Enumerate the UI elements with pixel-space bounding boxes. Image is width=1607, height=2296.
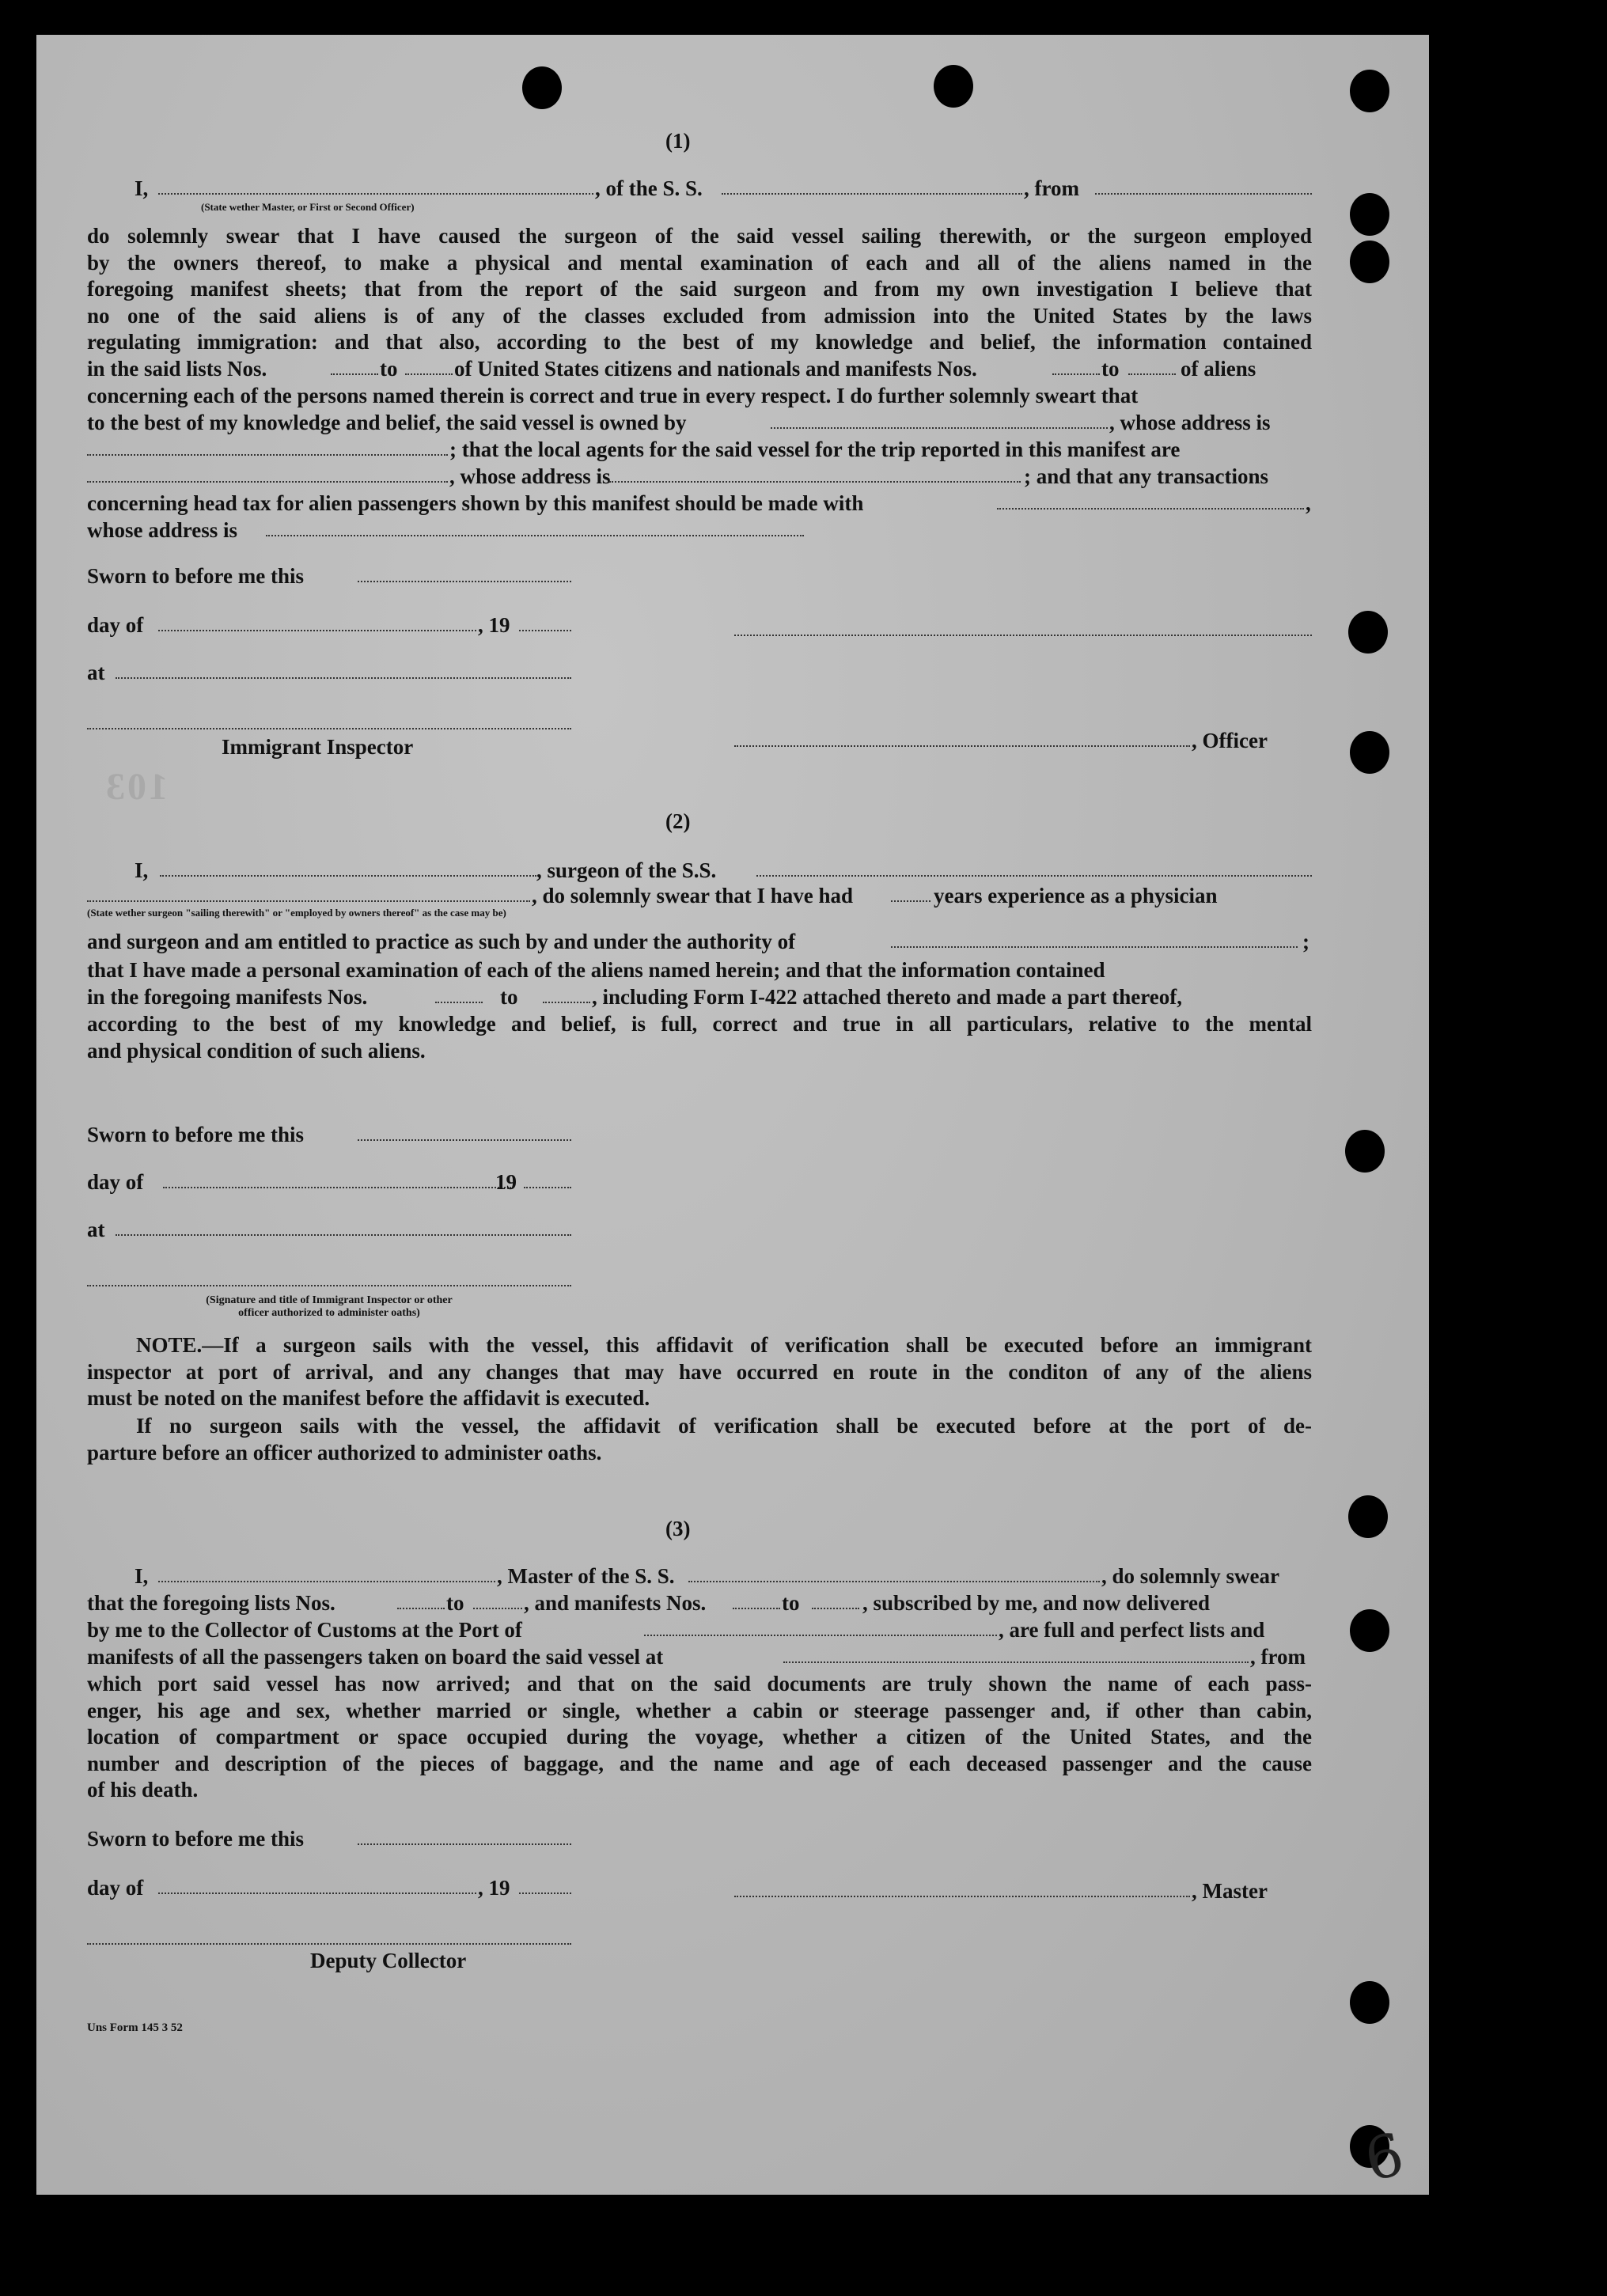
lists-label: that the foregoing lists Nos.	[87, 1591, 335, 1615]
address-label: , whose address is	[1109, 411, 1271, 434]
swear-label: , do solemnly swear	[1101, 1564, 1279, 1588]
oath-line: do solemnly swear that I have caused the surgeon of the said vessel sailing therewith, or the surgeon employed	[87, 224, 1312, 248]
punch-hole	[1348, 611, 1388, 654]
punch-hole	[1350, 241, 1389, 283]
punch-hole	[1350, 1981, 1389, 2024]
punch-hole	[934, 65, 973, 108]
punch-hole	[522, 66, 562, 109]
note-line: NOTE.—If a surgeon sails with the vessel, this affidavit of verification shall be executed before an immigrant	[136, 1333, 1312, 1357]
collector-label: by me to the Collector of Customs at the Port of	[87, 1618, 522, 1642]
day-field[interactable]	[158, 1892, 476, 1894]
signature-note	[147, 1294, 511, 1320]
oath-line: of his death.	[87, 1778, 199, 1802]
agents-field[interactable]	[87, 481, 448, 483]
oath-body	[87, 223, 1312, 356]
i-label: I,	[135, 858, 149, 882]
oath-line: by the owners thereof, to make a physical and mental examination of each and all of the aliens named in the	[87, 250, 1312, 275]
manifests-label: , and manifests Nos.	[524, 1591, 707, 1615]
at-label: at	[87, 1218, 105, 1241]
sworn-date-field[interactable]	[358, 1843, 571, 1845]
from-field[interactable]	[1095, 193, 1312, 195]
lists-from-field[interactable]	[397, 1608, 445, 1609]
sworn-label: Sworn to before me this	[87, 564, 304, 588]
officer-label: , Officer	[1192, 729, 1268, 752]
oath-line: concerning each of the persons named therein is correct and true in every respect. I do further solemnly sweart that	[87, 384, 1139, 407]
to-label: to	[782, 1591, 800, 1615]
punch-hole	[1348, 1495, 1388, 1538]
surgeon-type-field[interactable]	[87, 900, 530, 902]
year-field[interactable]	[519, 630, 571, 631]
year-label: 19	[495, 1170, 517, 1194]
comma: ,	[1306, 491, 1311, 515]
oath-line: number and description of the pieces of baggage, and the name and age of each deceased passenger and the cause	[87, 1751, 1312, 1775]
year-label: , 19	[478, 613, 510, 637]
agents-address-label: , whose address is	[449, 464, 611, 488]
signature-field[interactable]	[87, 1285, 571, 1286]
owned-label: to the best of my knowledge and belief, the said vessel is owned by	[87, 411, 687, 434]
lists-to-field[interactable]	[405, 373, 453, 375]
ship-name-field[interactable]	[722, 193, 1022, 195]
authority-label: and surgeon and am entitled to practice as such by and under the authority of	[87, 930, 796, 953]
at-field[interactable]	[116, 677, 571, 679]
punch-hole	[1345, 1130, 1385, 1173]
aliens-label: of aliens	[1181, 357, 1256, 381]
oath-line: which port said vessel has now arrived; and that on the said documents are truly shown the name of each pass-	[87, 1672, 1312, 1695]
master-sign-label: , Master	[1192, 1879, 1268, 1903]
punch-hole	[1350, 70, 1389, 112]
day-of-label: day of	[87, 1876, 144, 1900]
note-line: If no surgeon sails with the vessel, the affidavit of verification shall be executed before at the port of de-	[136, 1414, 1312, 1438]
oath-line: according to the best of my knowledge and belief, is full, correct and true in all particulars, relative to the mental	[87, 1012, 1312, 1036]
to-label: to	[446, 1591, 464, 1615]
punch-hole	[1350, 731, 1389, 774]
oath-line: foregoing manifest sheets; that from the report of the said surgeon and from my own investigation I believe that	[87, 277, 1312, 301]
punch-hole	[1350, 193, 1389, 236]
section-number: (1)	[665, 129, 691, 153]
oath-line: and physical condition of such aliens.	[87, 1038, 426, 1063]
authority-field[interactable]	[891, 946, 1298, 948]
section-number: (2)	[665, 809, 691, 833]
board-label: manifests of all the passengers taken on board the said vessel at	[87, 1645, 664, 1669]
transactions-label: ; and that any transactions	[1024, 464, 1269, 488]
to-label: to	[380, 357, 398, 381]
note-paragraph	[87, 1413, 1312, 1466]
officer-line[interactable]	[734, 745, 1190, 747]
note-paragraph	[87, 1332, 1312, 1412]
year-field[interactable]	[524, 1187, 571, 1188]
officer-note: (State wether Master, or First or Second Officer)	[201, 201, 415, 213]
inspector-signature-field[interactable]	[87, 728, 571, 729]
note-line: parture before an officer authorized to administer oaths.	[87, 1440, 602, 1464]
year-label: , 19	[478, 1876, 510, 1900]
to-label: to	[1101, 357, 1120, 381]
from-label: , from	[1250, 1645, 1306, 1669]
lists-from-field[interactable]	[331, 373, 378, 375]
manifests-to-field[interactable]	[812, 1608, 859, 1609]
day-of-label: day of	[87, 613, 144, 637]
i-label: I,	[135, 1564, 149, 1588]
at-field[interactable]	[116, 1234, 571, 1236]
board-port-field[interactable]	[783, 1661, 1249, 1663]
owner-address-field[interactable]	[87, 454, 448, 456]
sworn-date-field[interactable]	[358, 1139, 571, 1141]
surgeon-note: (State wether surgeon "sailing therewith" or "employed by owners thereof" as the case may be)	[87, 907, 506, 919]
semicolon: ;	[1302, 930, 1309, 953]
year-field[interactable]	[519, 1892, 571, 1894]
manifests-from-field[interactable]	[435, 1002, 483, 1003]
oath-body	[87, 1011, 1312, 1064]
headtax-address-field[interactable]	[266, 535, 804, 536]
officer-field[interactable]	[158, 193, 593, 195]
handwritten-mark: 6	[1359, 2120, 1410, 2195]
signature-note-line: (Signature and title of Immigrant Inspector or other	[206, 1294, 453, 1306]
manifests-from-field[interactable]	[1052, 373, 1100, 375]
master-signature-field[interactable]	[734, 1896, 1190, 1897]
form-number: Uns Form 145 3 52	[87, 2021, 183, 2034]
surgeon-label: , surgeon of the S.S.	[536, 858, 717, 882]
day-field[interactable]	[163, 1187, 511, 1188]
day-field[interactable]	[158, 630, 476, 631]
oath-line: no one of the said aliens is of any of the classes excluded from admission into the United States by the laws	[87, 303, 1312, 328]
manifests-to-field[interactable]	[543, 1002, 590, 1003]
inspector-label: Immigrant Inspector	[222, 735, 414, 759]
manifest-oath-page	[36, 35, 1429, 2195]
years-field[interactable]	[891, 900, 930, 902]
i-label: I,	[135, 176, 149, 200]
sworn-label: Sworn to before me this	[87, 1827, 304, 1851]
manifests-to-field[interactable]	[1128, 373, 1176, 375]
agents-address-field[interactable]	[609, 481, 1021, 483]
owner-field[interactable]	[771, 427, 1108, 429]
of-the-ss-label: , of the S. S.	[595, 176, 703, 200]
oath-line: location of compartment or space occupied during the voyage, whether a citizen of the United States, and the	[87, 1725, 1312, 1749]
manifests-from-field[interactable]	[733, 1608, 780, 1609]
oath-line: regulating immigration: and that also, according to the best of my knowledge and belief, the information contained	[87, 330, 1312, 354]
agents-label: ; that the local agents for the said vessel for the trip reported in this manifest are	[449, 438, 1181, 461]
to-label: to	[500, 985, 518, 1009]
section-number: (3)	[665, 1517, 691, 1540]
deputy-signature-field[interactable]	[87, 1943, 571, 1945]
oath-line: enger, his age and sex, whether married or single, whether a cabin or steerage passenger and, if other than cabin,	[87, 1698, 1312, 1722]
note-line: inspector at port of arrival, and any changes that may have occurred en route in the conditon of any of the aliens	[87, 1359, 1312, 1384]
oath-body	[87, 1671, 1312, 1804]
punch-hole	[1350, 1609, 1389, 1652]
surgeon-ship-field[interactable]	[756, 875, 1312, 877]
at-label: at	[87, 661, 105, 684]
master-name-field[interactable]	[158, 1581, 495, 1582]
note-line: must be noted on the manifest before the affidavit is executed.	[87, 1386, 650, 1411]
day-of-label: day of	[87, 1170, 144, 1194]
whose-address-label: whose address is	[87, 518, 238, 542]
lists-to-field[interactable]	[473, 1608, 522, 1609]
citizens-label: of United States citizens and nationals and manifests Nos.	[454, 357, 977, 381]
sworn-date-field[interactable]	[358, 581, 571, 582]
surgeon-name-field[interactable]	[160, 875, 536, 877]
sworn-label: Sworn to before me this	[87, 1123, 304, 1146]
oath-line: that I have made a personal examination of each of the aliens named herein; and that the information contained	[87, 958, 1105, 982]
manifests-label: in the foregoing manifests Nos.	[87, 985, 368, 1009]
from-label: , from	[1024, 176, 1079, 200]
swear-label: , do solemnly swear that I have had	[532, 884, 854, 907]
port-field[interactable]	[644, 1635, 997, 1636]
headtax-label: concerning head tax for alien passengers shown by this manifest should be made with	[87, 491, 864, 515]
lists-perfect-label: , are full and perfect lists and	[999, 1618, 1265, 1642]
signature-note-line: officer authorized to administer oaths)	[238, 1307, 420, 1319]
officer-signature-field[interactable]	[734, 635, 1312, 636]
deputy-label: Deputy Collector	[310, 1949, 467, 1972]
master-ship-field[interactable]	[688, 1581, 1100, 1582]
faded-stamp: 103	[104, 766, 168, 808]
headtax-field[interactable]	[997, 508, 1304, 510]
subscribed-label: , subscribed by me, and now delivered	[862, 1591, 1211, 1615]
form-label: , including Form I-422 attached thereto and made a part thereof,	[592, 985, 1182, 1009]
years-label: years experience as a physician	[934, 884, 1218, 907]
master-label: , Master of the S. S.	[497, 1564, 675, 1588]
lists-label: in the said lists Nos.	[87, 357, 267, 381]
